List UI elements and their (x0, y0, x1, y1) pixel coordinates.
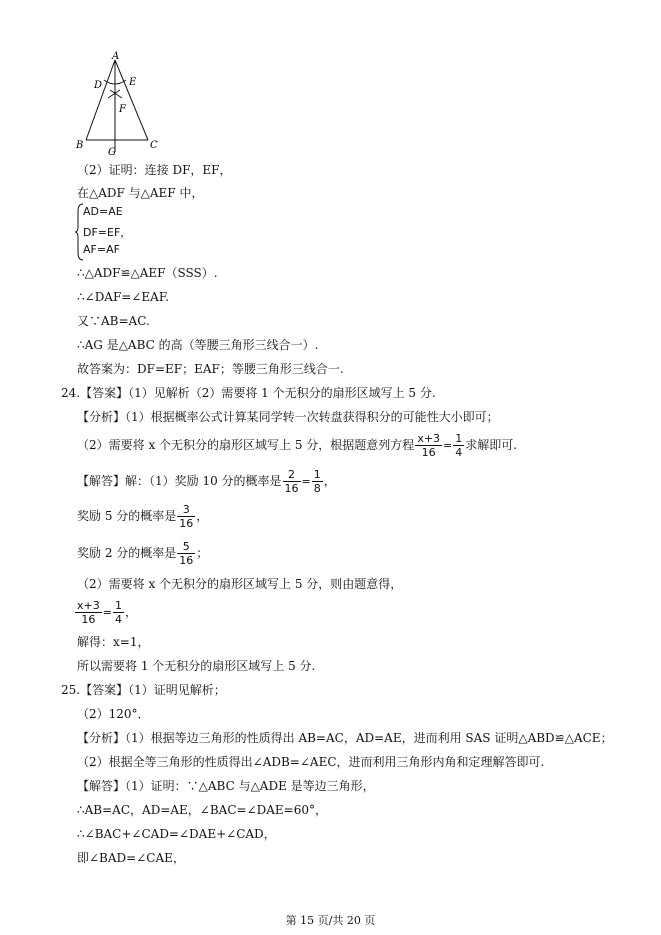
label-e: E (129, 77, 137, 88)
fraction: $\frac{5}{16}$ (179, 540, 194, 567)
fraction: $\frac{1}{4}$ (455, 432, 463, 459)
triangle-figure (70, 48, 170, 161)
system-row-1: AD=AE (83, 205, 123, 218)
q25-answer2: （2）120°． (77, 707, 150, 721)
q23-line1: （2）证明：连接 DF，EF， (77, 163, 232, 177)
q25-sol4: 即∠BAD=∠CAE， (77, 851, 185, 865)
q24-sol6: 解得：x=1， (77, 635, 150, 649)
q23-line6: ∴AG 是△ABC 的高（等腰三角形三线合一）. (77, 338, 319, 352)
q25-sol2: ∴AB=AC，AD=AE，∠BAC=∠DAE=60°， (77, 803, 327, 817)
q23-line2: 在△ADF 与△AEF 中， (77, 186, 204, 200)
label-c: C (150, 140, 158, 151)
q24-analysis2-pre: （2）需要将 x 个无积分的扇形区域写上 5 分，根据题意列方程 (77, 438, 415, 452)
q24-sol3: 奖励 2 分的概率是 $\frac{5}{16}$ ； (77, 540, 209, 567)
q24-analysis1: 【分析】（1）根据概率公式计算某同学转一次转盘获得积分的可能性大小即可； (77, 410, 499, 424)
label-a: A (112, 51, 120, 62)
q25-analysis2: （2）根据全等三角形的性质得出∠ADB=∠AEC，进而利用三角形内角和定理解答即可. (77, 755, 545, 769)
label-d: D (94, 80, 103, 91)
label-g: G (108, 147, 116, 158)
fraction: $\frac{x+3}{16}$ (77, 599, 100, 626)
q24-sol7: 所以需要将 1 个无积分的扇形区域写上 5 分. (77, 659, 316, 673)
fraction: $\frac{2}{16}$ (284, 468, 299, 495)
fraction: $\frac{3}{16}$ (179, 503, 194, 530)
q24-sol2: 奖励 5 分的概率是 $\frac{3}{16}$ ， (77, 503, 209, 530)
equation-system (75, 203, 135, 261)
q23-line7: 故答案为：DF=EF；EAF；等腰三角形三线合一. (77, 362, 344, 376)
q23-line3: ∴△ADF≌△AEF（SSS）. (77, 266, 218, 280)
system-row-2: DF=EF， (83, 226, 132, 239)
q23-line5: 又∵AB=AC. (77, 314, 150, 328)
q25-answer: 25.【答案】（1）证明见解析； (61, 683, 226, 697)
fraction: $\frac{1}{8}$ (313, 468, 321, 495)
system-row-3: AF=AF (83, 243, 120, 256)
q25-sol3: ∴∠BAC+∠CAD=∠DAE+∠CAD， (77, 827, 276, 841)
q24-analysis2-post: 求解即可. (465, 438, 518, 452)
q24-sol4: （2）需要将 x 个无积分的扇形区域写上 5 分，则由题意得， (77, 577, 403, 591)
triangle-diagram (70, 48, 170, 158)
label-b: B (76, 140, 84, 151)
q24-sol5: $\frac{x+3}{16}$ = $\frac{1}{4}$ ， (77, 599, 137, 626)
q23-line4: ∴∠DAF=∠EAF. (77, 290, 170, 304)
q25-analysis1: 【分析】（1）根据等边三角形的性质得出 AB=AC，AD=AE，进而利用 SAS 证明△ABD≌△ACE； (77, 731, 613, 745)
label-f: F (119, 104, 126, 115)
fraction: $\frac{x+3}{16}$ (417, 432, 441, 459)
page-footer: 第 15 页/共 20 页 (285, 914, 376, 927)
q24-sol1: 【解答】解：（1）奖励 10 分的概率是 $\frac{2}{16}$ = $\frac{1}{8}$ ， (77, 468, 336, 495)
q24-analysis2: （2）需要将 x 个无积分的扇形区域写上 5 分，根据题意列方程 $\frac{x+3}{16}$ = $\frac{1}{4}$ 求解即可. (77, 432, 518, 459)
q24-answer: 24.【答案】（1）见解析（2）需要将 1 个无积分的扇形区域写上 5 分. (61, 386, 436, 400)
q25-sol1: 【解答】（1）证明：∵△ABC 与△ADE 是等边三角形， (77, 779, 375, 793)
fraction: $\frac{1}{4}$ (114, 599, 122, 626)
